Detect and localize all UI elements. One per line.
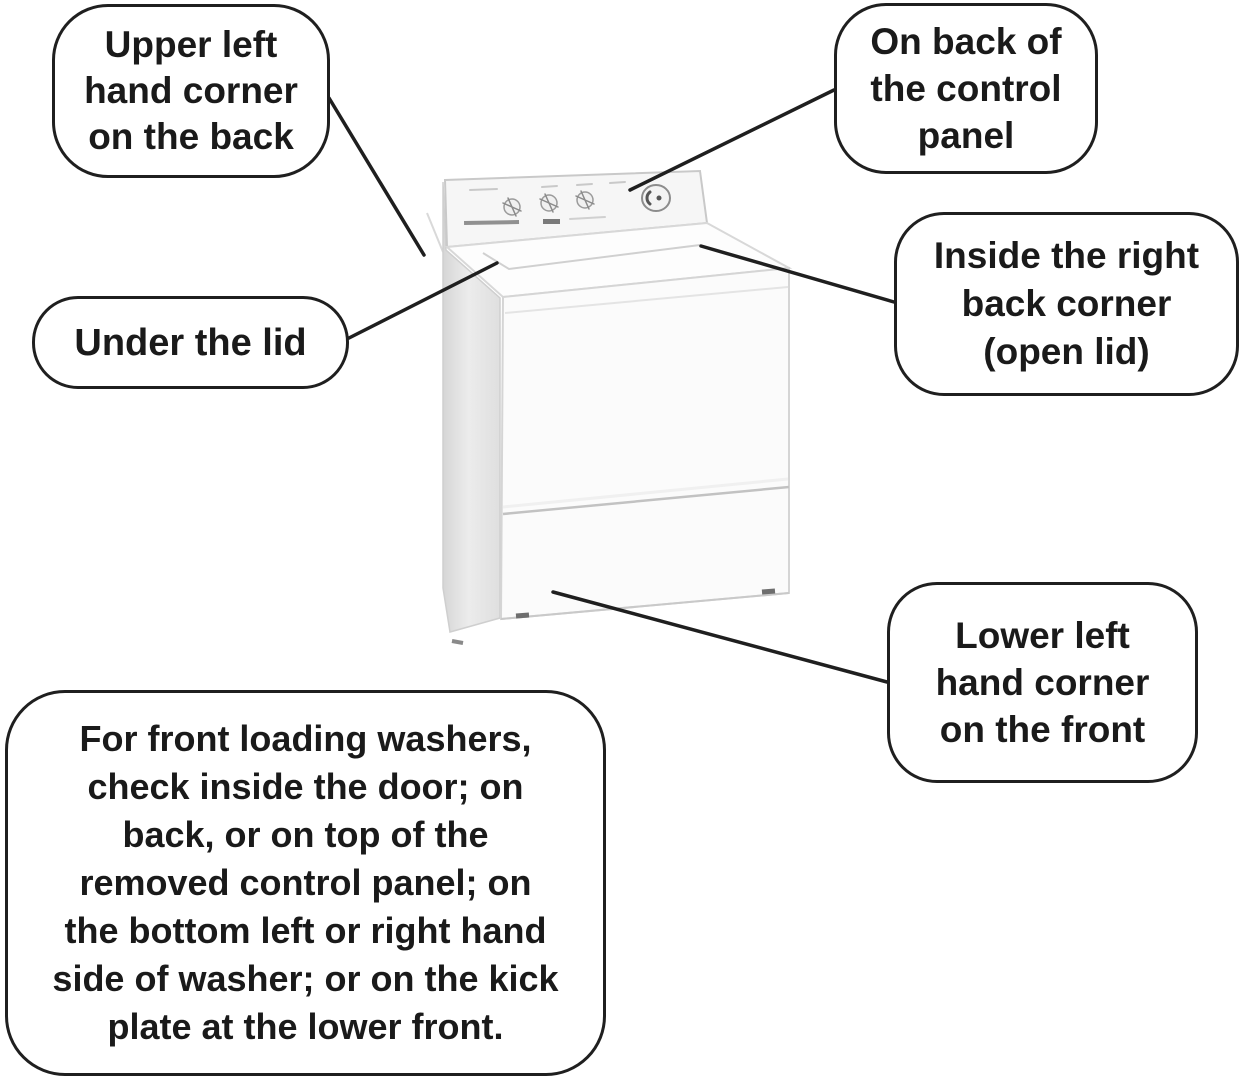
washer-foot-right	[762, 591, 775, 592]
callout-text-line: hand corner	[84, 70, 298, 111]
callout-text-line: back, or on top of the	[122, 814, 489, 855]
callout-text-line: Inside the right	[933, 235, 1200, 276]
callout-back-of-control-panel	[834, 3, 1098, 174]
callout-text-line: side of washer; or on the kick	[52, 958, 559, 999]
callout-inside-right-back-corner	[894, 212, 1239, 396]
timer-dial-icon	[642, 185, 670, 211]
callout-under-the-lid	[32, 296, 349, 389]
callout-text-line: on the front	[939, 709, 1146, 750]
washer-foot-left	[516, 615, 529, 616]
callout-front-loading-note	[5, 690, 606, 1076]
callout-text-line: Lower left	[955, 615, 1130, 656]
pointer-line-back-of-panel	[630, 90, 834, 190]
washer-front-panel	[501, 268, 789, 619]
panel-label-mark	[610, 182, 625, 183]
callout-text-line: Under the lid	[74, 321, 307, 364]
callout-text-line: On back of	[870, 21, 1062, 62]
panel-label-mark	[470, 189, 497, 190]
callout-text-line: hand corner	[935, 662, 1150, 703]
washer-back-corner-edge	[427, 213, 443, 252]
callout-text-line: plate at the lower front.	[107, 1006, 504, 1047]
callout-text-line: the bottom left or right hand	[64, 910, 547, 951]
pointer-line-upper-left-back	[329, 98, 424, 255]
panel-label-mark	[542, 186, 557, 187]
logo-mark	[543, 219, 560, 224]
callout-text-line: check inside the door; on	[87, 766, 524, 807]
callout-text-line: removed control panel; on	[79, 862, 532, 903]
callout-text-line: For front loading washers,	[79, 718, 532, 759]
callout-text-line: (open lid)	[983, 331, 1150, 372]
panel-label-mark	[577, 184, 592, 185]
callout-lower-left-front	[887, 582, 1198, 783]
washer-body	[427, 171, 789, 643]
callout-text-line: on the back	[88, 116, 294, 157]
callout-text-line: the control	[870, 68, 1062, 109]
callout-text-line: panel	[917, 115, 1015, 156]
callout-text-line: Upper left	[104, 24, 278, 65]
washer-foot-side	[452, 641, 463, 643]
callout-upper-left-back	[52, 4, 330, 178]
pointer-line-lower-left-front	[553, 592, 887, 682]
callout-text-line: back corner	[961, 283, 1172, 324]
